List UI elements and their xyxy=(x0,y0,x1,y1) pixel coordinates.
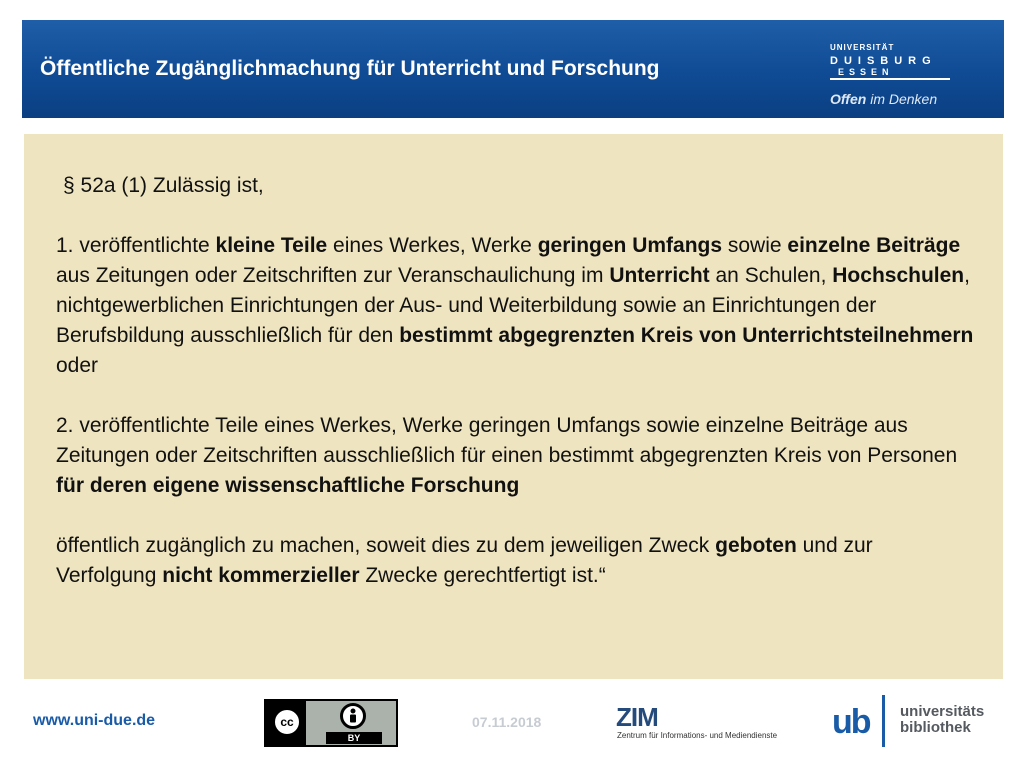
bold-text-run: geboten xyxy=(715,534,797,557)
text-run: 1. veröffentlichte xyxy=(56,234,216,257)
logo-divider xyxy=(830,78,950,80)
logo-slogan-offen: Offen xyxy=(830,91,867,107)
text-run: sowie xyxy=(722,234,788,257)
logo-universitaet: UNIVERSITÄT xyxy=(830,43,895,52)
text-run: Zwecke gerechtfertigt ist.“ xyxy=(359,564,606,587)
bold-text-run: bestimmt abgegrenzten Kreis von Unterrichtsteilnehmern xyxy=(399,324,974,347)
closing-paragraph xyxy=(56,531,976,591)
law-text xyxy=(56,171,976,591)
ub-logo-divider xyxy=(882,695,885,747)
logo-slogan xyxy=(830,91,937,107)
text-run: eines Werkes, Werke xyxy=(327,234,538,257)
zim-subtitle: Zentrum für Informations- und Mediendienste xyxy=(617,731,778,740)
bold-text-run: einzelne Beiträge xyxy=(787,234,961,257)
logo-essen: ESSEN xyxy=(838,67,894,77)
ub-wordmark xyxy=(900,704,984,736)
text-run: und zur Verfolgung xyxy=(56,534,873,587)
ub-line-1: universitäts xyxy=(900,703,985,720)
bold-text-run: Hochschulen xyxy=(832,264,965,287)
text-run: aus Zeitungen oder Zeitschriften zur Veranschaulichung im xyxy=(56,264,610,287)
zim-logo: ZIM xyxy=(616,702,658,732)
university-logo xyxy=(808,20,1004,118)
footer-website-link[interactable]: www.uni-due.de xyxy=(33,712,156,729)
page-title: Öffentliche Zugänglichmachung für Unterricht und Forschung xyxy=(40,57,660,80)
logo-duisburg: DUISBURG xyxy=(830,55,937,67)
ub-line-2: bibliothek xyxy=(900,719,971,736)
ub-logo: ub xyxy=(832,703,870,741)
text-run: , nichtgewerblichen Einrichtungen der Aus- und Weiterbildung sowie an Einrichtungen der Berufsbildung ausschließlich für den xyxy=(56,264,970,347)
text-run: 2. veröffentlichte Teile eines Werkes, Werke geringen Umfangs sowie einzelne Beiträge aus Zeitungen oder Zeitschriften ausschließlich für einen bestimmt abgegrenzten Kreis von Personen xyxy=(56,414,958,467)
text-run: oder xyxy=(56,354,99,377)
item-2 xyxy=(56,411,976,501)
footer-date: 07.11.2018 xyxy=(472,714,542,730)
bold-text-run: geringen Umfangs xyxy=(537,234,723,257)
bold-text-run: Unterricht xyxy=(609,264,710,287)
paragraph-heading: § 52a (1) Zulässig ist, xyxy=(63,174,264,197)
bold-text-run: für deren eigene wissenschaftliche Forschung xyxy=(56,474,520,497)
text-run: an Schulen, xyxy=(709,264,833,287)
bold-text-run: kleine Teile xyxy=(215,234,328,257)
cc-by-label: BY xyxy=(326,732,382,744)
bold-text-run: nicht kommerzieller xyxy=(162,564,360,587)
content-panel xyxy=(24,134,1003,679)
logo-slogan-rest: im Denken xyxy=(870,91,938,107)
cc-by-license-badge[interactable] xyxy=(264,699,398,747)
text-run: öffentlich zugänglich zu machen, soweit dies zu dem jeweiligen Zweck xyxy=(56,534,716,557)
cc-icon: cc xyxy=(272,707,302,737)
attribution-person-icon xyxy=(340,703,366,729)
item-1 xyxy=(56,231,976,381)
